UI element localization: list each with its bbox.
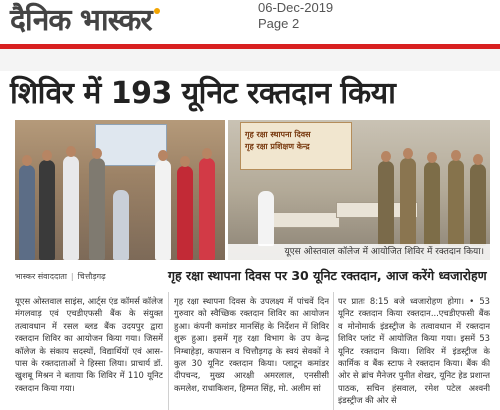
column-2-text: गृह रक्षा स्थापना दिवस के उपलक्ष्य में पांचवें दिन गुरुवार को स्वैच्छिक रक्तदान शिविर का आयोजन हुआ। कंपनी कमांडर मानसिंह के निर्देशन में शिविर शुरू हुआ। इसमें गृह रक्षा विभाग के उप केन्द्र निम्बाहेड़ा, कपासन व चित्तौड़गढ़ के स्वयं सेवकों ने कुल 30 यूनिट रक्तदान किया। प्लाटून कमांडर दीपचन्द, मुख्य आरक्षी अमरलाल, एनसीसी कमलेश, राधाकिशन, हिम्मत सिंह, मो. अलीम सां	[174, 296, 329, 393]
article-column-1	[15, 295, 163, 410]
column-divider	[168, 292, 169, 410]
photo-banner	[240, 122, 352, 170]
edition-date: 06-Dec-2019	[258, 0, 334, 15]
photo-caption: यूएस ओस्तवाल कॉलेज में आयोजित शिविर में रक्तदान किया।	[228, 244, 490, 260]
newspaper-logo	[10, 2, 160, 40]
event-banner	[95, 124, 167, 166]
column-3-text: पर प्रातः 8:15 बजे ध्वजारोहण होगा। • 53 यूनिट रक्तदान किया रक्तदान...एचडीएफसी बैंक व मोनोमार्क इंडस्ट्रीज के तत्वावधान में रक्तदान शिविर प्लांट में आयोजित किया गया। इसमें 53 यूनिट रक्तदान किया। शिविर में इंडस्ट्रीज के कार्मिक व बैंक स्टाफ ने रक्तदान किया। बैंक की ओर से ब्रांच मैनेजर पुनीत शेखर, यूनिट हेड प्रशान्त पाठक, सचिन हंसवाल, रमेश पटेल अश्वनी इंडस्ट्रीज की ओर से	[338, 296, 490, 406]
logo-text: दैनिक भास्कर	[10, 3, 152, 38]
banner-subtitle: गृह रक्षा प्रशिक्षण केन्द्र	[245, 142, 310, 151]
article-column-2	[174, 295, 329, 410]
column-1-text: यूएस ओस्तवाल साइंस, आर्ट्स एंड कॉमर्स कॉलेज मंगलवाड़ एवं एचडीएफसी बैंक के संयुक्त तत्वावधान में रसल ब्लड बैंक उदयपुर द्वारा रक्तदान शिविर का आयोजन किया गया। जिसमें कॉलेज के संकाय सदस्यों, विद्यार्थियों एवं आस-पास के रक्तदाताओं ने हिस्सा लिया। प्राचार्य डॉ. खुशबू मिश्रन ने बताया कि शिविर में 110 यूनिट रक्तदान किया गया।	[15, 296, 163, 393]
byline-dateline: चित्तौड़गढ़	[77, 272, 106, 281]
banner-title: गृह रक्षा स्थापना दिवस	[245, 130, 311, 139]
article-column-3	[338, 295, 490, 410]
spacer-band	[0, 49, 500, 71]
donation-photo	[228, 120, 490, 260]
byline-author: भास्कर संवाददाता	[15, 272, 67, 281]
page-number: Page 2	[258, 16, 300, 31]
article-headline: शिविर में 193 यूनिट रक्तदान किया	[10, 76, 396, 111]
group-photo	[15, 120, 225, 260]
byline: भास्कर संवाददाता | चित्तौड़गढ़	[15, 272, 106, 281]
sub-headline: गृह रक्षा स्थापना दिवस पर 30 यूनिट रक्तदान, आज करेंगे ध्वजारोहण	[168, 268, 487, 283]
edition-info	[258, 0, 333, 32]
masthead	[0, 0, 500, 50]
column-divider	[333, 292, 334, 410]
logo-sun-icon	[154, 8, 160, 14]
